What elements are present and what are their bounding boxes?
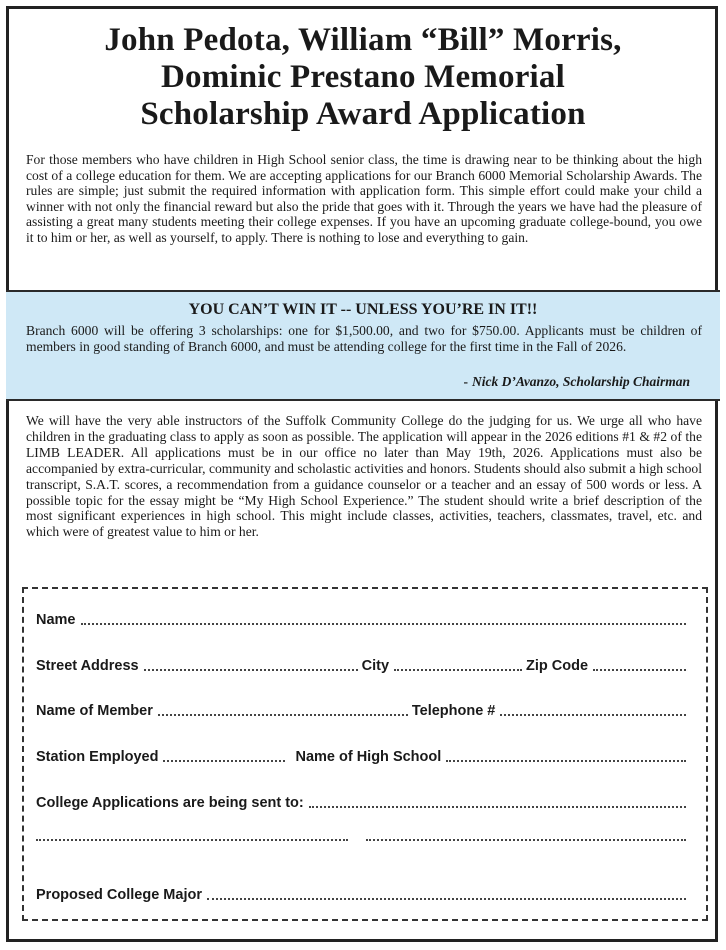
street-address-field[interactable] — [144, 669, 358, 671]
college-major-field[interactable] — [207, 898, 686, 900]
high-school-field[interactable] — [446, 760, 686, 762]
telephone-label: Telephone # — [411, 703, 496, 719]
page-title — [0, 22, 726, 133]
form-row-address — [36, 658, 690, 674]
city-field[interactable] — [394, 669, 522, 671]
form-row-member — [36, 703, 690, 719]
highlight-text: Branch 6000 will be offering 3 scholarships: one for $1,500.00, and two for $750.00. Applicants must be children of members in good standing of Branch 6000, and must be attending college for the first time in the Fall of 2026. — [26, 323, 702, 354]
member-name-label: Name of Member — [36, 703, 153, 719]
station-employed-field[interactable] — [163, 760, 285, 762]
member-name-field[interactable] — [158, 714, 408, 716]
college-applications-label: College Applications are being sent to: — [36, 795, 304, 811]
college-applications-field-3[interactable] — [366, 839, 686, 841]
form-row-college-applications — [36, 795, 690, 811]
city-label: City — [361, 658, 390, 674]
form-row-college-applications-extra — [36, 842, 690, 844]
college-major-label: Proposed College Major — [36, 887, 202, 903]
form-row-name — [36, 612, 690, 628]
title-line-1: John Pedota, William “Bill” Morris, — [104, 22, 622, 58]
title-line-3: Scholarship Award Application — [140, 96, 586, 132]
name-label: Name — [36, 612, 76, 628]
street-address-label: Street Address — [36, 658, 139, 674]
telephone-field[interactable] — [500, 714, 686, 716]
intro-paragraph: For those members who have children in High School senior class, the time is drawing near to be thinking about the high cost of a college education for them. We are accepting applications for our Branch 6000 Memorial Scholarship Awards. The rules are simple; just submit the required information with application form. This simple effort could make your child a winner with not only the financial reward but also the pride that goes with it. Through the years we have had the pleasure of assisting a great many students meeting their college expenses. If you have an upcoming graduate college-bound, you owe it to him or her, as well as yourself, to apply. There is nothing to lose and everything to gain. — [26, 152, 702, 245]
form-row-college-major — [36, 887, 690, 903]
zip-code-field[interactable] — [593, 669, 686, 671]
details-paragraph: We will have the very able instructors of the Suffolk Community College do the judging for us. We urge all who have children in the graduating class to apply as soon as possible. The application will appear in the 2026 editions #1 & #2 of the LIMB LEADER. All applications must be in our office no later than May 19th, 2026. Applications must also be accompanied by extra-curricular, community and scholastic activities and honors. Students should also submit a high school transcript, S.A.T. scores, a recommendation from a guidance counselor or a teacher and an essay of 500 words or less. A possible topic for the essay might be “My High School Experience.” The student should write a brief description of the most significant experiences in high school. This might include classes, activities, teachers, classmates, travel, etc. and which were of greatest value to him or her. — [26, 413, 702, 540]
station-employed-label: Station Employed — [36, 749, 159, 765]
high-school-label: Name of High School — [295, 749, 442, 765]
signature-dash: - — [463, 374, 468, 389]
form-row-station — [36, 749, 690, 765]
chairman-signature — [410, 374, 690, 390]
name-field[interactable] — [81, 623, 687, 625]
highlight-heading: YOU CAN’T WIN IT -- UNLESS YOU’RE IN IT!! — [188, 301, 538, 318]
signature-name: Nick D’Avanzo, Scholarship Chairman — [471, 374, 690, 389]
title-line-2: Dominic Prestano Memorial — [161, 59, 565, 95]
college-applications-field-2[interactable] — [36, 839, 348, 841]
college-applications-field[interactable] — [309, 806, 686, 808]
zip-code-label: Zip Code — [526, 658, 589, 674]
